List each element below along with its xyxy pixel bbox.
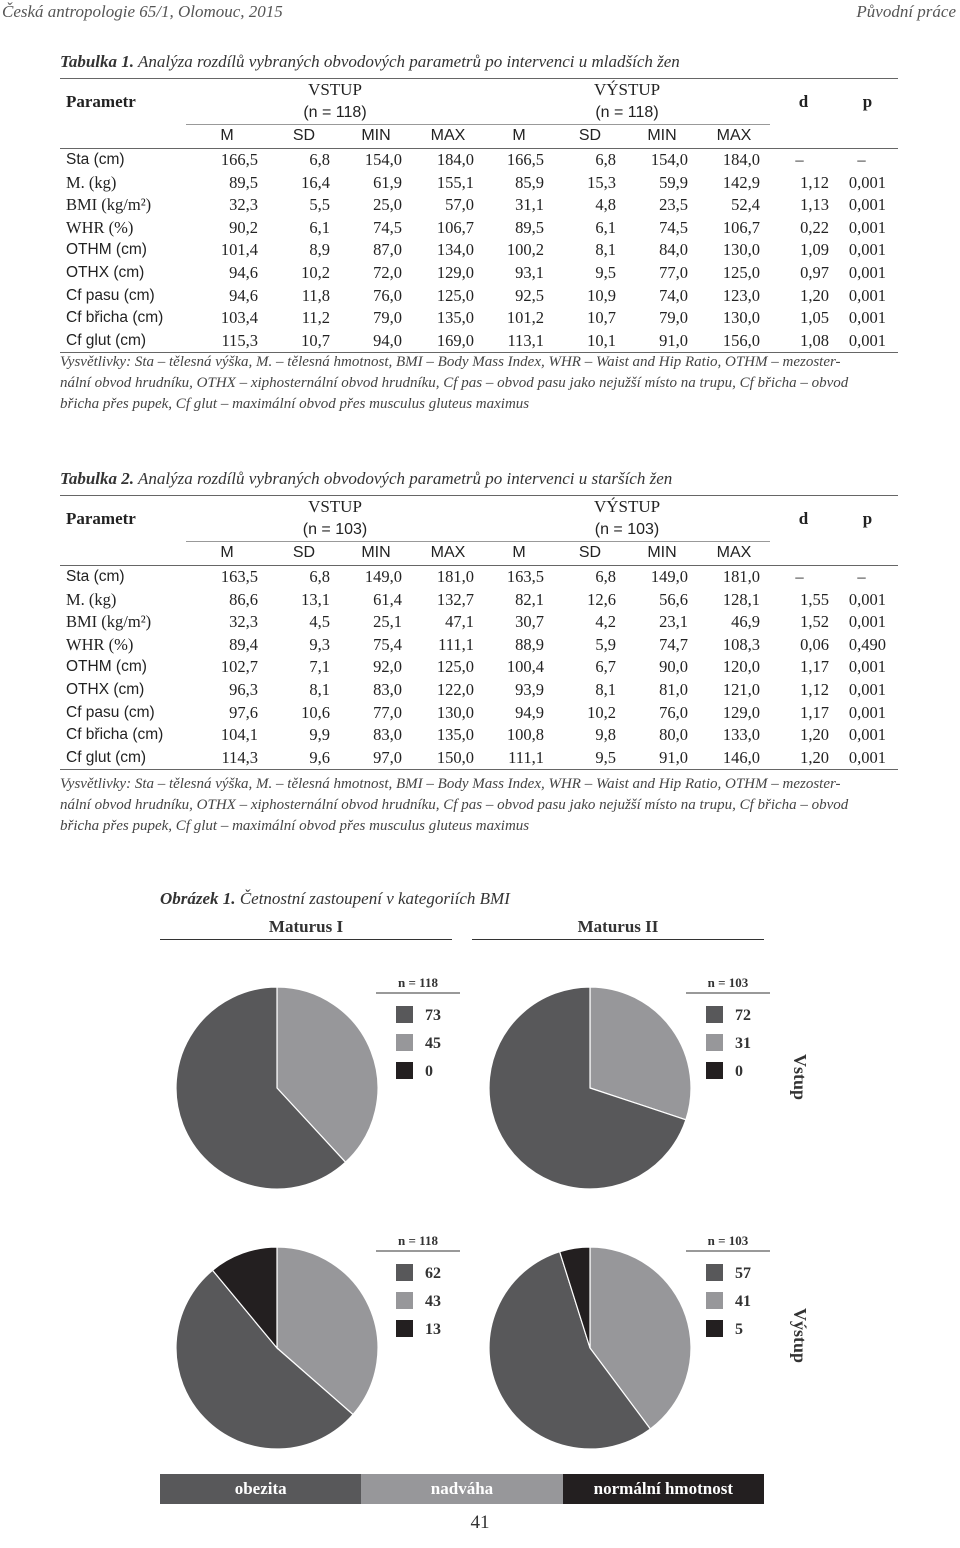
table-cell: 163,5 — [186, 565, 268, 588]
table-cell: 10,9 — [587, 285, 616, 305]
table-cell: 128,1 — [722, 589, 760, 609]
table-cell: 10,1 — [554, 330, 626, 353]
row-label: Sta (cm) — [60, 148, 186, 171]
column-header: MIN — [626, 125, 698, 149]
row-label: WHR (%) — [66, 634, 134, 654]
table-cell: 4,5 — [309, 612, 330, 632]
table-cell: 0,490 — [848, 634, 886, 654]
table-cell: 1,55 — [800, 589, 829, 609]
table-cell: 106,7 — [722, 217, 760, 237]
table-cell: 10,7 — [587, 308, 616, 328]
p-header: p — [837, 79, 898, 125]
table-cell: 6,7 — [595, 657, 616, 677]
table-cell: 97,6 — [229, 702, 258, 722]
table-cell: 79,0 — [659, 308, 688, 328]
pie-legend-count: 73 — [425, 1007, 441, 1024]
table-cell: 32,3 — [229, 195, 258, 215]
row-label: M. (kg) — [66, 589, 117, 609]
pie-legend-count: 43 — [425, 1293, 441, 1310]
table-cell: 94,9 — [515, 702, 544, 722]
legend-nadvaha: nadváha — [361, 1474, 562, 1504]
table-cell: 149,0 — [340, 565, 412, 588]
table-cell: 6,8 — [268, 565, 340, 588]
table-cell: 94,6 — [229, 285, 258, 305]
table-cell: 130,0 — [722, 308, 760, 328]
table-cell: 111,1 — [438, 634, 474, 654]
column-header: M — [484, 542, 554, 566]
table-cell: 0,001 — [848, 308, 886, 328]
table-cell: 154,0 — [626, 148, 698, 171]
row-label: WHR (%) — [66, 217, 134, 237]
table-cell: 121,0 — [722, 680, 760, 700]
vystup-n: (n = 118) — [595, 103, 659, 121]
row-label: BMI (kg/m²) — [66, 195, 152, 215]
section-header: Původní práce — [856, 2, 956, 21]
table-cell: 85,9 — [515, 172, 544, 192]
pie-legend-count: 45 — [425, 1035, 441, 1052]
table-cell: 75,4 — [373, 634, 402, 654]
table-cell: 84,0 — [659, 240, 688, 260]
table-cell: 0,001 — [848, 285, 886, 305]
pie-legend-swatch — [396, 1006, 413, 1023]
pie-legend-swatch — [396, 1292, 413, 1309]
table-cell: 13,1 — [301, 589, 330, 609]
page-number: 41 — [470, 1512, 490, 1533]
table-cell: 1,09 — [800, 240, 829, 260]
pie-n-label: n = 103 — [707, 975, 749, 990]
table-cell: 130,0 — [436, 702, 474, 722]
table-cell: 4,2 — [595, 612, 616, 632]
table-cell: 82,1 — [515, 589, 544, 609]
row-label: Cf pasu (cm) — [66, 703, 155, 721]
table-cell: 146,0 — [698, 747, 770, 770]
row-label: BMI (kg/m²) — [66, 612, 152, 632]
table-cell: 9,9 — [309, 725, 330, 745]
table-cell: 4,8 — [595, 195, 616, 215]
table-cell: 122,0 — [436, 680, 474, 700]
table-cell: 169,0 — [412, 330, 484, 353]
table-cell: 8,1 — [309, 680, 330, 700]
figure-caption-text: Četnostní zastoupení v kategoriích BMI — [235, 889, 510, 908]
table-cell: 125,0 — [722, 263, 760, 283]
table-cell: 0,001 — [848, 589, 886, 609]
table-cell: 0,001 — [848, 725, 886, 745]
table-cell: 90,0 — [659, 657, 688, 677]
table-cell: 76,0 — [659, 702, 688, 722]
row-label: Sta (cm) — [60, 565, 186, 588]
row-label: Cf břicha (cm) — [66, 309, 164, 327]
table-cell: 129,0 — [722, 702, 760, 722]
table-cell: 1,20 — [800, 725, 829, 745]
table-cell: 97,0 — [340, 747, 412, 770]
table-cell: 25,1 — [373, 612, 402, 632]
table-cell: 6,1 — [309, 217, 330, 237]
table1-note-line: nální obvod hrudníku, OTHX – xiphosternální obvod hrudníku, Cf pas – obvod pasu jako nejužší místo na trupu, Cf břicha – obvod — [60, 375, 849, 391]
group-title-right: Maturus II — [577, 917, 659, 936]
table-cell: 1,12 — [800, 172, 829, 192]
column-header: SD — [554, 125, 626, 149]
table1-note-line: břicha přes pupek, Cf glut – maximální obvod přes musculus gluteus maximus — [60, 396, 530, 412]
row-label: OTHM (cm) — [66, 658, 147, 676]
table-cell: 87,0 — [373, 240, 402, 260]
table2-caption-label: Tabulka 2. — [60, 469, 135, 488]
table-cell: 80,0 — [659, 725, 688, 745]
table-cell: 10,2 — [301, 263, 330, 283]
table-cell: 135,0 — [436, 725, 474, 745]
table-cell: 79,0 — [373, 308, 402, 328]
table-cell: 115,3 — [186, 330, 268, 353]
vstup-header: VSTUP — [186, 496, 484, 519]
table-cell: 134,0 — [436, 240, 474, 260]
table-cell: – — [837, 148, 898, 171]
table-cell: 166,5 — [186, 148, 268, 171]
pie-legend-count: 5 — [735, 1321, 743, 1338]
pie-legend-swatch — [706, 1006, 723, 1023]
table2-note-line: Vysvětlivky: Sta – tělesná výška, M. – tělesná hmotnost, BMI – Body Mass Index, WHR – Waist and Hip Ratio, OTHM – mezoster- — [60, 776, 841, 792]
table-cell: 1,12 — [800, 680, 829, 700]
table-cell: 23,5 — [659, 195, 688, 215]
table-cell: 7,1 — [309, 657, 330, 677]
table-cell: – — [837, 565, 898, 588]
table-cell: 9,6 — [268, 747, 340, 770]
legend-obezita: obezita — [160, 1474, 361, 1504]
table-cell: 184,0 — [412, 148, 484, 171]
column-header: MAX — [698, 542, 770, 566]
vystup-header: VÝSTUP — [484, 79, 770, 102]
table-cell: 11,2 — [301, 308, 330, 328]
table-cell: 10,2 — [587, 702, 616, 722]
table-cell: – — [770, 565, 837, 588]
table-cell: 94,6 — [229, 263, 258, 283]
row-label: OTHX (cm) — [66, 264, 145, 282]
pie-legend-count: 62 — [425, 1265, 441, 1282]
table-cell: 0,001 — [837, 747, 898, 770]
p-header: p — [837, 496, 898, 542]
table-cell: 61,9 — [373, 172, 402, 192]
vstup-n: (n = 103) — [302, 520, 368, 538]
table-cell: 90,2 — [229, 217, 258, 237]
table-cell: 150,0 — [412, 747, 484, 770]
table-cell: 9,5 — [595, 263, 616, 283]
table-cell: 94,0 — [340, 330, 412, 353]
table2-note-line: nální obvod hrudníku, OTHX – xiphosternální obvod hrudníku, Cf pas – obvod pasu jako nejužší místo na trupu, Cf břicha – obvod — [60, 797, 849, 813]
table-cell: 1,13 — [800, 195, 829, 215]
table-cell: 89,5 — [229, 172, 258, 192]
d-header: d — [770, 496, 837, 542]
table-cell: 0,001 — [848, 680, 886, 700]
table-cell: 0,22 — [800, 217, 829, 237]
pie-legend-count: 31 — [735, 1035, 751, 1052]
table-cell: 163,5 — [484, 565, 554, 588]
param-header: Parametr — [60, 496, 186, 542]
pie-legend-count: 57 — [735, 1265, 751, 1282]
table2-caption-text: Analýza rozdílů vybraných obvodových parametrů po intervenci u starších žen — [134, 469, 673, 488]
table-cell: 100,8 — [506, 725, 544, 745]
pie-n-label: n = 118 — [398, 1233, 438, 1248]
table-cell: 125,0 — [436, 657, 474, 677]
table-cell: 74,0 — [659, 285, 688, 305]
column-header: MAX — [698, 125, 770, 149]
table-cell: 56,6 — [659, 589, 688, 609]
pie-legend-swatch — [396, 1062, 413, 1079]
table-cell: 23,1 — [659, 612, 688, 632]
table-cell: 102,7 — [220, 657, 258, 677]
table-cell: 74,5 — [373, 217, 402, 237]
table-cell: 166,5 — [484, 148, 554, 171]
table-cell: 61,4 — [373, 589, 402, 609]
pie-legend-count: 13 — [425, 1321, 441, 1338]
table-cell: 114,3 — [186, 747, 268, 770]
table-cell: 154,0 — [340, 148, 412, 171]
pie-legend-swatch — [396, 1264, 413, 1281]
figure-caption-label: Obrázek 1. — [160, 889, 236, 908]
table-cell: 9,8 — [595, 725, 616, 745]
table-cell: 120,0 — [722, 657, 760, 677]
column-header: SD — [554, 542, 626, 566]
table-cell: 181,0 — [698, 565, 770, 588]
pie-legend-swatch — [706, 1034, 723, 1051]
row-label: Cf pasu (cm) — [66, 286, 155, 304]
table-cell: 123,0 — [722, 285, 760, 305]
column-header: MAX — [412, 125, 484, 149]
table-cell: 0,06 — [800, 634, 829, 654]
table-cell: 59,9 — [659, 172, 688, 192]
table-cell: 76,0 — [373, 285, 402, 305]
vstup-header: VSTUP — [186, 79, 484, 102]
table-cell: 96,3 — [229, 680, 258, 700]
vystup-header: VÝSTUP — [484, 496, 770, 519]
journal-header: Česká antropologie 65/1, Olomouc, 2015 — [2, 2, 283, 21]
row-label: M. (kg) — [66, 172, 117, 192]
table-cell: 156,0 — [698, 330, 770, 353]
table-cell: 83,0 — [373, 725, 402, 745]
group-title-left: Maturus I — [268, 917, 344, 936]
table-cell: 133,0 — [722, 725, 760, 745]
table-cell: 9,3 — [309, 634, 330, 654]
pie-n-label: n = 118 — [398, 975, 438, 990]
table-cell: 72,0 — [373, 263, 402, 283]
table-cell: 6,8 — [268, 148, 340, 171]
table-cell: 15,3 — [587, 172, 616, 192]
table-cell: 8,9 — [309, 240, 330, 260]
table-cell: 0,001 — [848, 702, 886, 722]
table-cell: 142,9 — [722, 172, 760, 192]
pie-legend-swatch — [706, 1320, 723, 1337]
table-cell: 0,97 — [800, 263, 829, 283]
table-cell: 1,20 — [800, 285, 829, 305]
table-cell: 0,001 — [848, 263, 886, 283]
table-cell: 8,1 — [595, 680, 616, 700]
pie-legend-swatch — [396, 1034, 413, 1051]
table-cell: 181,0 — [412, 565, 484, 588]
table-cell: 1,52 — [800, 612, 829, 632]
table-cell: 129,0 — [436, 263, 474, 283]
table-cell: 113,1 — [484, 330, 554, 353]
table-cell: 5,9 — [595, 634, 616, 654]
pie-legend-swatch — [706, 1062, 723, 1079]
table-cell: 74,5 — [659, 217, 688, 237]
table-cell: 1,05 — [800, 308, 829, 328]
table-cell: 0,001 — [848, 172, 886, 192]
table-cell: 149,0 — [626, 565, 698, 588]
table-cell: 12,6 — [587, 589, 616, 609]
table-cell: 0,001 — [837, 330, 898, 353]
table-cell: 74,7 — [659, 634, 688, 654]
column-header: SD — [268, 125, 340, 149]
table-cell: 10,6 — [301, 702, 330, 722]
column-header: MIN — [340, 125, 412, 149]
table-cell: 86,6 — [229, 589, 258, 609]
table-cell: 30,7 — [515, 612, 544, 632]
table1-note-line: Vysvětlivky: Sta – tělesná výška, M. – tělesná hmotnost, BMI – Body Mass Index, WHR – Waist and Hip Ratio, OTHM – mezoster- — [60, 354, 841, 370]
table-cell: 83,0 — [373, 680, 402, 700]
table-cell: 81,0 — [659, 680, 688, 700]
table-cell: 132,7 — [436, 589, 474, 609]
column-header: M — [186, 542, 268, 566]
table-cell: – — [770, 148, 837, 171]
pie-legend-swatch — [706, 1264, 723, 1281]
table-cell: 6,8 — [554, 565, 626, 588]
table-cell: 0,001 — [848, 195, 886, 215]
pie-legend-swatch — [706, 1292, 723, 1309]
table-cell: 57,0 — [445, 195, 474, 215]
legend-normalni-hmotnost: normální hmotnost — [563, 1474, 764, 1504]
table-cell: 106,7 — [436, 217, 474, 237]
table-cell: 91,0 — [626, 747, 698, 770]
table-cell: 184,0 — [698, 148, 770, 171]
table-cell: 130,0 — [722, 240, 760, 260]
row-label: OTHM (cm) — [66, 241, 147, 259]
table1-caption-label: Tabulka 1. — [60, 52, 135, 71]
table-cell: 125,0 — [436, 285, 474, 305]
table-cell: 101,2 — [506, 308, 544, 328]
table-cell: 8,1 — [595, 240, 616, 260]
table-cell: 100,4 — [506, 657, 544, 677]
table-cell: 89,5 — [515, 217, 544, 237]
column-header: M — [186, 125, 268, 149]
table-cell: 1,08 — [770, 330, 837, 353]
table-cell: 92,0 — [373, 657, 402, 677]
table2-note-line: břicha přes pupek, Cf glut – maximální obvod přes musculus gluteus maximus — [60, 818, 530, 834]
column-header: MIN — [626, 542, 698, 566]
table1-caption-text: Analýza rozdílů vybraných obvodových parametrů po intervenci u mladších žen — [134, 52, 680, 71]
pie-legend-count: 0 — [425, 1063, 433, 1080]
table-cell: 155,1 — [436, 172, 474, 192]
table-cell: 10,7 — [268, 330, 340, 353]
table-cell: 100,2 — [506, 240, 544, 260]
table-cell: 135,0 — [436, 308, 474, 328]
table-cell: 31,1 — [515, 195, 544, 215]
row-label-vystup: Výstup — [790, 1308, 810, 1364]
table-cell: 9,5 — [554, 747, 626, 770]
legend-bar — [160, 1474, 764, 1504]
pie-legend-count: 0 — [735, 1063, 743, 1080]
table-cell: 101,4 — [220, 240, 258, 260]
table-cell: 47,1 — [445, 612, 474, 632]
table-cell: 52,4 — [731, 195, 760, 215]
table-cell: 91,0 — [626, 330, 698, 353]
table-cell: 6,1 — [595, 217, 616, 237]
table-cell: 77,0 — [373, 702, 402, 722]
table-cell: 11,8 — [301, 285, 330, 305]
pie-n-label: n = 103 — [707, 1233, 749, 1248]
column-header: M — [484, 125, 554, 149]
pie-legend-swatch — [396, 1320, 413, 1337]
table-cell: 6,8 — [554, 148, 626, 171]
table-cell: 0,001 — [848, 217, 886, 237]
table-cell: 16,4 — [301, 172, 330, 192]
table-cell: 108,3 — [722, 634, 760, 654]
param-header: Parametr — [60, 79, 186, 125]
table-cell: 89,4 — [229, 634, 258, 654]
table-cell: 104,1 — [220, 725, 258, 745]
table-cell: 1,17 — [800, 702, 829, 722]
table-cell: 93,9 — [515, 680, 544, 700]
table-cell: 0,001 — [848, 657, 886, 677]
table-cell: 111,1 — [484, 747, 554, 770]
table-cell: 25,0 — [373, 195, 402, 215]
table-cell: 1,20 — [770, 747, 837, 770]
column-header: MAX — [412, 542, 484, 566]
table-cell: 46,9 — [731, 612, 760, 632]
table-cell: 32,3 — [229, 612, 258, 632]
column-header: MIN — [340, 542, 412, 566]
row-label: Cf glut (cm) — [60, 747, 186, 770]
table-cell: 103,4 — [220, 308, 258, 328]
table-cell: 88,9 — [515, 634, 544, 654]
table-cell: 93,1 — [515, 263, 544, 283]
row-label: OTHX (cm) — [66, 681, 145, 699]
d-header: d — [770, 79, 837, 125]
vstup-n: (n = 118) — [303, 103, 367, 121]
table-cell: 1,17 — [800, 657, 829, 677]
column-header: SD — [268, 542, 340, 566]
table-cell: 0,001 — [848, 612, 886, 632]
table-cell: 0,001 — [848, 240, 886, 260]
pie-legend-count: 72 — [735, 1007, 751, 1024]
pie-legend-count: 41 — [735, 1293, 751, 1310]
table-cell: 92,5 — [515, 285, 544, 305]
vystup-n: (n = 103) — [594, 520, 660, 538]
row-label: Cf glut (cm) — [60, 330, 186, 353]
table-cell: 5,5 — [309, 195, 330, 215]
table-cell: 77,0 — [659, 263, 688, 283]
row-label: Cf břicha (cm) — [66, 726, 164, 744]
row-label-vstup: Vstup — [790, 1054, 810, 1101]
